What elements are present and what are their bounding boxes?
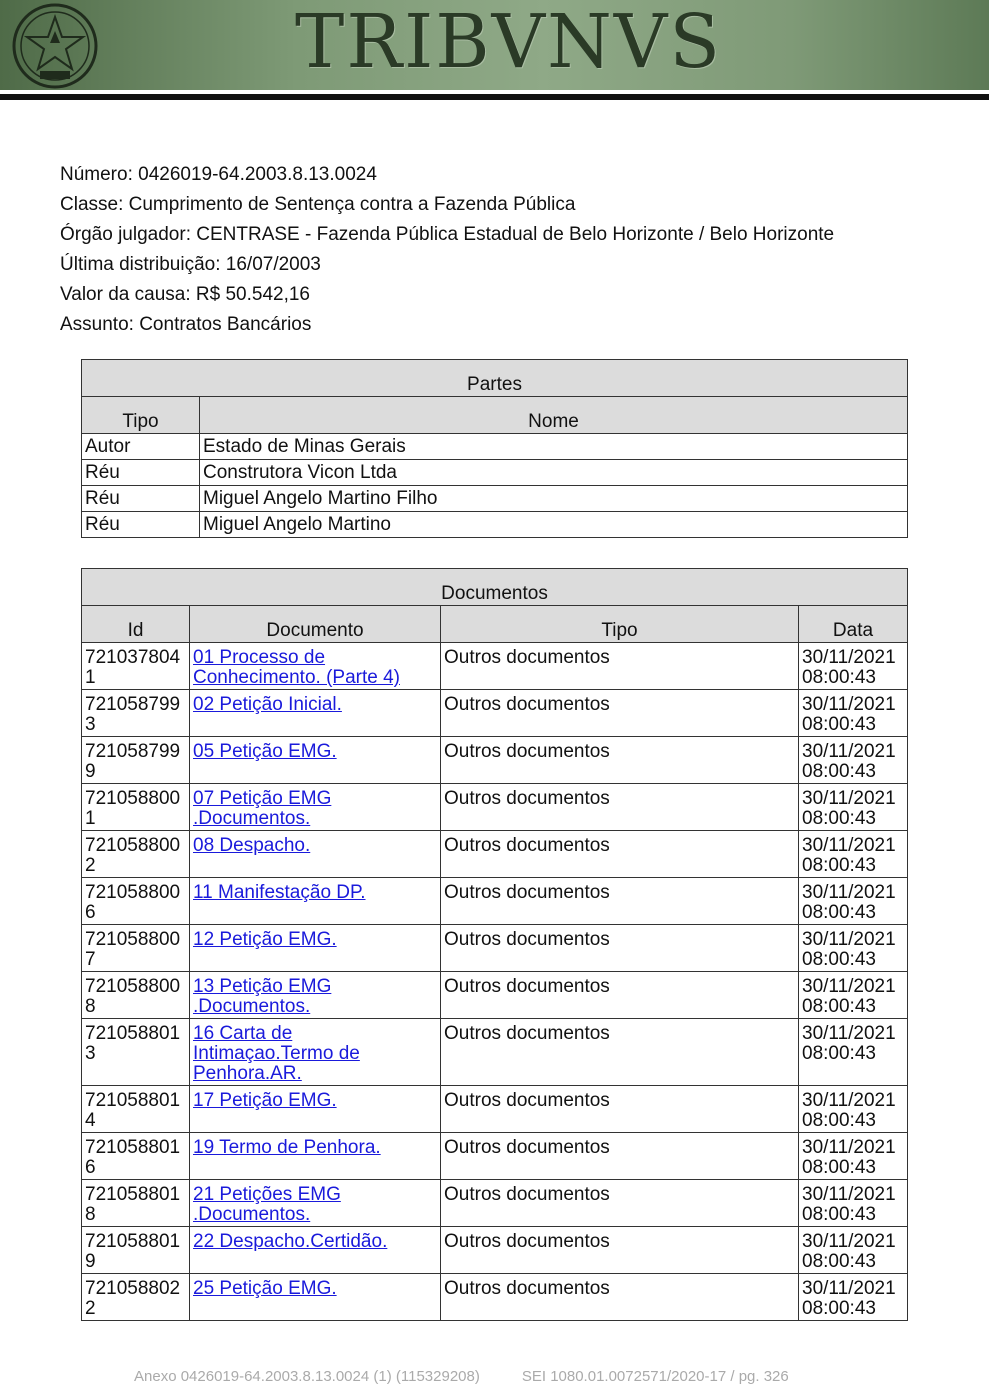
document-id-line: 2 <box>85 1298 96 1319</box>
party-tipo: Autor <box>82 434 200 460</box>
document-link[interactable] <box>193 1138 437 1158</box>
document-link-line: .Documentos. <box>193 996 311 1017</box>
document-id <box>82 690 190 737</box>
document-id-line: 721058800 <box>85 882 181 903</box>
document-link[interactable] <box>193 695 437 715</box>
document-date-line: 30/11/2021 <box>802 976 896 997</box>
document-date <box>799 878 908 925</box>
document-name <box>190 972 441 1019</box>
document-id <box>82 1274 190 1321</box>
document-row <box>82 1019 908 1086</box>
case-metadata <box>60 160 834 340</box>
document-name <box>190 690 441 737</box>
document-link[interactable] <box>193 1091 437 1111</box>
document-name <box>190 737 441 784</box>
document-name <box>190 1133 441 1180</box>
document-row <box>82 878 908 925</box>
document-time-line: 08:00:43 <box>802 1204 876 1225</box>
document-link[interactable] <box>193 1232 437 1252</box>
document-date-line: 30/11/2021 <box>802 835 896 856</box>
document-id-line: 721058799 <box>85 694 181 715</box>
document-time-line: 08:00:43 <box>802 902 876 923</box>
document-row <box>82 972 908 1019</box>
document-link[interactable] <box>193 1024 437 1084</box>
document-date-line: 30/11/2021 <box>802 788 896 809</box>
document-id-line: 9 <box>85 761 96 782</box>
party-tipo: Réu <box>82 512 200 538</box>
document-id-line: 6 <box>85 1157 96 1178</box>
document-link[interactable] <box>193 836 437 856</box>
document-link-line: 13 Petição EMG <box>193 976 332 997</box>
header-rule-dark <box>0 94 989 100</box>
document-link-line: Conhecimento. (Parte 4) <box>193 667 400 688</box>
footer-sei: SEI 1080.01.0072571/2020-17 / pg. 326 <box>521 1368 789 1385</box>
document-date <box>799 1133 908 1180</box>
case-court: Órgão julgador: CENTRASE - Fazenda Pública Estadual de Belo Horizonte / Belo Horizonte <box>60 224 835 245</box>
document-link-line: 19 Termo de Penhora. <box>193 1137 381 1158</box>
documents-header-id: Id <box>82 606 190 643</box>
document-time-line: 08:00:43 <box>802 1043 876 1064</box>
document-tipo: Outros documentos <box>441 831 799 878</box>
party-nome: Construtora Vicon Ltda <box>200 460 908 486</box>
document-date-line: 30/11/2021 <box>802 882 896 903</box>
document-date <box>799 1019 908 1086</box>
document-name <box>190 1227 441 1274</box>
documents-caption: Documentos <box>82 569 908 606</box>
document-id-line: 9 <box>85 1251 96 1272</box>
document-time-line: 08:00:43 <box>802 1157 876 1178</box>
document-id-line: 7 <box>85 949 96 970</box>
document-row <box>82 784 908 831</box>
header-banner <box>0 0 989 90</box>
document-row <box>82 1133 908 1180</box>
document-date <box>799 643 908 690</box>
document-time-line: 08:00:43 <box>802 1110 876 1131</box>
document-row <box>82 737 908 784</box>
party-tipo: Réu <box>82 486 200 512</box>
document-id <box>82 878 190 925</box>
document-tipo: Outros documentos <box>441 1227 799 1274</box>
document-link-line: 02 Petição Inicial. <box>193 694 342 715</box>
document-name <box>190 1274 441 1321</box>
document-date-line: 30/11/2021 <box>802 741 896 762</box>
document-link[interactable] <box>193 977 437 1017</box>
documents-header-data: Data <box>799 606 908 643</box>
document-name <box>190 878 441 925</box>
party-nome: Estado de Minas Gerais <box>200 434 908 460</box>
document-row <box>82 1274 908 1321</box>
document-link-line: Intimaçao.Termo de <box>193 1043 360 1064</box>
document-id-line: 721058801 <box>85 1090 181 1111</box>
document-link-line: 11 Manifestação DP. <box>193 882 366 903</box>
case-distribution: Última distribuição: 16/07/2003 <box>60 254 321 275</box>
document-id-line: 4 <box>85 1110 96 1131</box>
documents-header-tipo: Tipo <box>441 606 799 643</box>
document-row <box>82 643 908 690</box>
document-date-line: 30/11/2021 <box>802 1231 896 1252</box>
document-name <box>190 643 441 690</box>
document-id-line: 3 <box>85 1043 96 1064</box>
document-id <box>82 1086 190 1133</box>
document-time-line: 08:00:43 <box>802 1298 876 1319</box>
document-link[interactable] <box>193 883 437 903</box>
document-name <box>190 784 441 831</box>
party-nome: Miguel Angelo Martino <box>200 512 908 538</box>
party-row <box>82 434 908 460</box>
document-link-line: 05 Petição EMG. <box>193 741 337 762</box>
document-date-line: 30/11/2021 <box>802 929 896 950</box>
document-link-line: 07 Petição EMG <box>193 788 332 809</box>
document-link[interactable] <box>193 1185 437 1225</box>
document-time-line: 08:00:43 <box>802 949 876 970</box>
case-number: Número: 0426019-64.2003.8.13.0024 <box>60 164 377 185</box>
document-name <box>190 831 441 878</box>
document-id-line: 721058799 <box>85 741 181 762</box>
document-link-line: 01 Processo de <box>193 647 326 668</box>
parties-header-tipo: Tipo <box>82 397 200 434</box>
case-class: Classe: Cumprimento de Sentença contra a Fazenda Pública <box>60 194 576 215</box>
case-subject: Assunto: Contratos Bancários <box>60 314 312 335</box>
document-time-line: 08:00:43 <box>802 667 876 688</box>
tribunus-logo: TRIBVNVS <box>295 0 723 85</box>
document-link-line: .Documentos. <box>193 1204 311 1225</box>
document-date-line: 30/11/2021 <box>802 1137 896 1158</box>
document-link[interactable] <box>193 930 437 950</box>
party-row <box>82 486 908 512</box>
document-id <box>82 1133 190 1180</box>
document-tipo: Outros documentos <box>441 643 799 690</box>
document-tipo: Outros documentos <box>441 878 799 925</box>
document-link-line: 17 Petição EMG. <box>193 1090 337 1111</box>
document-row <box>82 1180 908 1227</box>
party-row <box>82 512 908 538</box>
document-tipo: Outros documentos <box>441 925 799 972</box>
document-date <box>799 1227 908 1274</box>
document-tipo: Outros documentos <box>441 784 799 831</box>
documents-header-documento: Documento <box>190 606 441 643</box>
document-name <box>190 1180 441 1227</box>
document-tipo: Outros documentos <box>441 972 799 1019</box>
document-link-line: .Documentos. <box>193 808 311 829</box>
document-tipo: Outros documentos <box>441 737 799 784</box>
document-row <box>82 1086 908 1133</box>
document-id-line: 721058801 <box>85 1184 181 1205</box>
document-id-line: 721058801 <box>85 1231 181 1252</box>
documents-table <box>81 568 908 1321</box>
document-id <box>82 1180 190 1227</box>
document-time-line: 08:00:43 <box>802 996 876 1017</box>
document-link-line: 21 Petições EMG <box>193 1184 341 1205</box>
document-date <box>799 925 908 972</box>
document-link[interactable] <box>193 742 437 762</box>
case-value: Valor da causa: R$ 50.542,16 <box>60 284 310 305</box>
document-id-line: 2 <box>85 855 96 876</box>
document-id-line: 3 <box>85 714 96 735</box>
document-date <box>799 831 908 878</box>
document-link-line: 22 Despacho.Certidão. <box>193 1231 388 1252</box>
document-id-line: 721058800 <box>85 835 181 856</box>
document-id <box>82 643 190 690</box>
document-name <box>190 1019 441 1086</box>
document-date-line: 30/11/2021 <box>802 647 896 668</box>
document-date <box>799 1086 908 1133</box>
document-id-line: 1 <box>85 808 96 829</box>
document-id <box>82 737 190 784</box>
document-id-line: 1 <box>85 667 96 688</box>
document-id-line: 721058800 <box>85 788 181 809</box>
document-tipo: Outros documentos <box>441 1019 799 1086</box>
document-date-line: 30/11/2021 <box>802 1184 896 1205</box>
document-date <box>799 972 908 1019</box>
document-id-line: 721058802 <box>85 1278 181 1299</box>
document-tipo: Outros documentos <box>441 1274 799 1321</box>
document-time-line: 08:00:43 <box>802 714 876 735</box>
document-date-line: 30/11/2021 <box>802 694 896 715</box>
page-footer <box>134 1368 934 1385</box>
parties-caption: Partes <box>82 360 908 397</box>
document-time-line: 08:00:43 <box>802 808 876 829</box>
document-id <box>82 972 190 1019</box>
party-row <box>82 460 908 486</box>
document-link-line: 16 Carta de <box>193 1023 293 1044</box>
document-row <box>82 690 908 737</box>
document-id <box>82 925 190 972</box>
footer-annex: Anexo 0426019-64.2003.8.13.0024 (1) (115329208) <box>134 1368 480 1385</box>
parties-header-nome: Nome <box>200 397 908 434</box>
document-time-line: 08:00:43 <box>802 761 876 782</box>
document-date <box>799 690 908 737</box>
document-date <box>799 737 908 784</box>
party-tipo: Réu <box>82 460 200 486</box>
document-tipo: Outros documentos <box>441 1086 799 1133</box>
document-id-line: 8 <box>85 1204 96 1225</box>
document-id <box>82 831 190 878</box>
document-name <box>190 1086 441 1133</box>
document-tipo: Outros documentos <box>441 690 799 737</box>
document-link[interactable] <box>193 1279 437 1299</box>
document-row <box>82 1227 908 1274</box>
document-id-line: 721058800 <box>85 976 181 997</box>
document-date <box>799 1274 908 1321</box>
document-link[interactable] <box>193 789 437 829</box>
document-link[interactable] <box>193 648 437 688</box>
document-id-line: 721037804 <box>85 647 181 668</box>
party-nome: Miguel Angelo Martino Filho <box>200 486 908 512</box>
document-link-line: Penhora.AR. <box>193 1063 302 1084</box>
document-link-line: 12 Petição EMG. <box>193 929 337 950</box>
document-id-line: 721058801 <box>85 1023 181 1044</box>
document-link-line: 25 Petição EMG. <box>193 1278 337 1299</box>
parties-table <box>81 359 908 538</box>
document-row <box>82 831 908 878</box>
document-date-line: 30/11/2021 <box>802 1278 896 1299</box>
document-id <box>82 1227 190 1274</box>
document-tipo: Outros documentos <box>441 1133 799 1180</box>
document-date-line: 30/11/2021 <box>802 1090 896 1111</box>
document-id-line: 721058800 <box>85 929 181 950</box>
document-link-line: 08 Despacho. <box>193 835 311 856</box>
document-id-line: 721058801 <box>85 1137 181 1158</box>
coat-of-arms-icon <box>12 3 98 89</box>
document-time-line: 08:00:43 <box>802 855 876 876</box>
document-tipo: Outros documentos <box>441 1180 799 1227</box>
document-id-line: 6 <box>85 902 96 923</box>
document-date <box>799 784 908 831</box>
document-date-line: 30/11/2021 <box>802 1023 896 1044</box>
document-time-line: 08:00:43 <box>802 1251 876 1272</box>
document-name <box>190 925 441 972</box>
document-date <box>799 1180 908 1227</box>
document-id <box>82 784 190 831</box>
document-id-line: 8 <box>85 996 96 1017</box>
document-id <box>82 1019 190 1086</box>
document-row <box>82 925 908 972</box>
